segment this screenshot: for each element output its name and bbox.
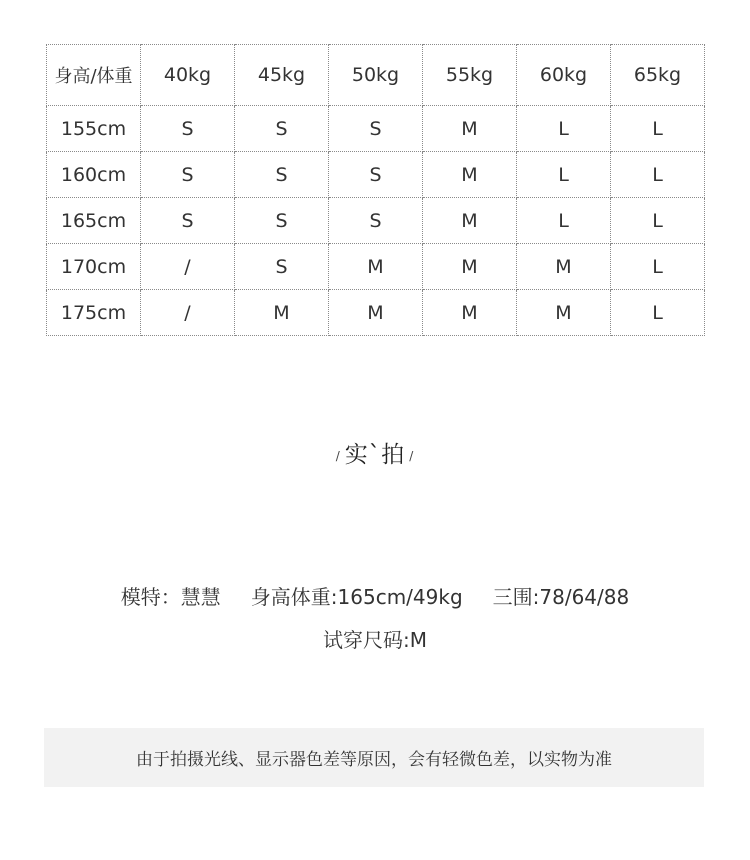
size-cell: S (141, 152, 235, 198)
size-cell: M (423, 290, 517, 336)
size-cell: S (329, 198, 423, 244)
table-row (47, 106, 705, 152)
size-cell: L (611, 152, 705, 198)
height-cell: 160cm (47, 152, 141, 198)
table-row (47, 244, 705, 290)
size-cell: M (423, 244, 517, 290)
size-cell: S (329, 106, 423, 152)
header-cell-weight: 55kg (423, 45, 517, 106)
model-measurements: 三围:78/64/88 (492, 585, 630, 609)
fit-size-line: 试穿尺码:M (323, 628, 427, 652)
header-cell-weight: 40kg (141, 45, 235, 106)
table-header-row (47, 45, 705, 106)
size-cell: L (611, 244, 705, 290)
heading-slash-right: / (409, 448, 415, 463)
height-cell: 155cm (47, 106, 141, 152)
model-info-line (0, 581, 750, 610)
color-disclaimer-text: 由于拍摄光线、显示器色差等原因，会有轻微色差，以实物为准 (136, 750, 612, 770)
size-cell: M (517, 244, 611, 290)
size-cell: S (235, 106, 329, 152)
table-row (47, 152, 705, 198)
size-cell: L (517, 198, 611, 244)
header-cell-weight: 50kg (329, 45, 423, 106)
size-cell: L (517, 152, 611, 198)
size-cell: M (423, 198, 517, 244)
size-cell: S (235, 152, 329, 198)
size-cell: S (235, 198, 329, 244)
size-cell: L (611, 198, 705, 244)
heading-slash-left: / (335, 448, 341, 463)
size-cell: / (141, 290, 235, 336)
table-row (47, 290, 705, 336)
height-cell: 175cm (47, 290, 141, 336)
size-cell: L (517, 106, 611, 152)
size-cell: S (329, 152, 423, 198)
header-cell-height-weight: 身高/体重 (47, 45, 141, 106)
section-heading-text: 实`拍 (344, 442, 406, 468)
model-height-weight: 身高体重:165cm/49kg (250, 585, 463, 609)
header-cell-weight: 60kg (517, 45, 611, 106)
model-name: 模特：慧慧 (120, 585, 221, 609)
size-cell: L (611, 290, 705, 336)
size-cell: M (423, 152, 517, 198)
size-cell: S (235, 244, 329, 290)
header-cell-weight: 45kg (235, 45, 329, 106)
height-cell: 165cm (47, 198, 141, 244)
size-cell: M (423, 106, 517, 152)
size-chart-table (46, 44, 705, 336)
size-cell: M (329, 290, 423, 336)
size-cell: L (611, 106, 705, 152)
size-cell: / (141, 244, 235, 290)
size-cell: S (141, 106, 235, 152)
height-cell: 170cm (47, 244, 141, 290)
size-cell: S (141, 198, 235, 244)
size-cell: M (235, 290, 329, 336)
size-cell: M (517, 290, 611, 336)
header-cell-weight: 65kg (611, 45, 705, 106)
table-row (47, 198, 705, 244)
section-heading (0, 436, 750, 469)
color-disclaimer-banner (44, 728, 704, 787)
size-cell: M (329, 244, 423, 290)
